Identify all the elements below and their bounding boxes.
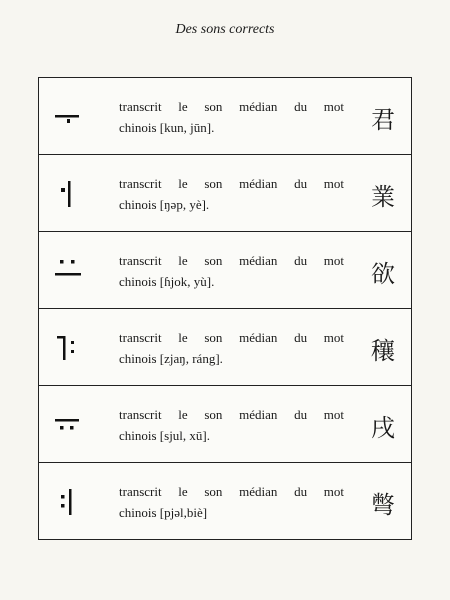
chinese-character: 穰 <box>371 337 395 365</box>
word: mot <box>323 407 344 422</box>
word: du <box>294 253 308 268</box>
word: son <box>204 330 223 345</box>
chinese-character: 戌 <box>371 414 395 442</box>
word: du <box>294 99 308 114</box>
word: du <box>294 176 308 191</box>
phags-pa-hjok-glyph-icon <box>51 250 91 290</box>
word: médian <box>239 99 278 114</box>
word: mot <box>323 330 344 345</box>
transcription-line: chinois [ŋəp, yè]. <box>119 197 210 212</box>
table-row <box>39 231 411 308</box>
transcription-table <box>38 77 412 540</box>
word: le <box>178 253 188 268</box>
transcription-line: chinois [pjəl,biè] <box>119 505 208 520</box>
word: du <box>294 407 308 422</box>
word: médian <box>239 407 278 422</box>
transcription-line: chinois [zjaŋ, ráng]. <box>119 351 223 366</box>
table-row <box>39 308 411 385</box>
word: transcrit <box>119 484 162 499</box>
word: mot <box>323 253 344 268</box>
row-description <box>119 96 344 138</box>
word: transcrit <box>119 330 162 345</box>
transcription-line: chinois [sjul, xū]. <box>119 428 210 443</box>
row-description <box>119 250 344 292</box>
transcription-line: chinois [kun, jūn]. <box>119 120 215 135</box>
table-row <box>39 385 411 462</box>
row-description <box>119 173 344 215</box>
row-description <box>119 404 344 446</box>
phags-pa-ngep-glyph-icon <box>51 173 91 213</box>
word: son <box>204 407 223 422</box>
phags-pa-sjul-glyph-icon <box>51 404 91 444</box>
table-row <box>39 78 411 154</box>
page-title: Des sons corrects <box>175 22 275 37</box>
word: mot <box>323 176 344 191</box>
chinese-character: 業 <box>371 183 395 211</box>
word: du <box>294 484 308 499</box>
word: le <box>178 407 188 422</box>
word: transcrit <box>119 253 162 268</box>
word: le <box>178 99 188 114</box>
word: son <box>204 253 223 268</box>
phags-pa-zjang-glyph-icon <box>51 327 91 367</box>
word: le <box>178 484 188 499</box>
transcription-line: chinois [ɦjok, yù]. <box>119 274 215 289</box>
chinese-character: 欲 <box>371 260 395 288</box>
word: du <box>294 330 308 345</box>
word: médian <box>239 253 278 268</box>
word: transcrit <box>119 99 162 114</box>
word: mot <box>323 99 344 114</box>
word: médian <box>239 176 278 191</box>
table-row <box>39 462 411 539</box>
word: son <box>204 99 223 114</box>
table-row <box>39 154 411 231</box>
word: le <box>178 330 188 345</box>
chinese-character: 彆 <box>371 491 395 519</box>
word: transcrit <box>119 176 162 191</box>
phags-pa-pjel-glyph-icon <box>51 481 91 521</box>
word: médian <box>239 484 278 499</box>
chinese-character: 君 <box>371 106 395 134</box>
word: mot <box>323 484 344 499</box>
word: transcrit <box>119 407 162 422</box>
word: son <box>204 176 223 191</box>
word: le <box>178 176 188 191</box>
row-description <box>119 327 344 369</box>
word: médian <box>239 330 278 345</box>
phags-pa-kun-glyph-icon <box>51 96 91 136</box>
word: son <box>204 484 223 499</box>
row-description <box>119 481 344 523</box>
